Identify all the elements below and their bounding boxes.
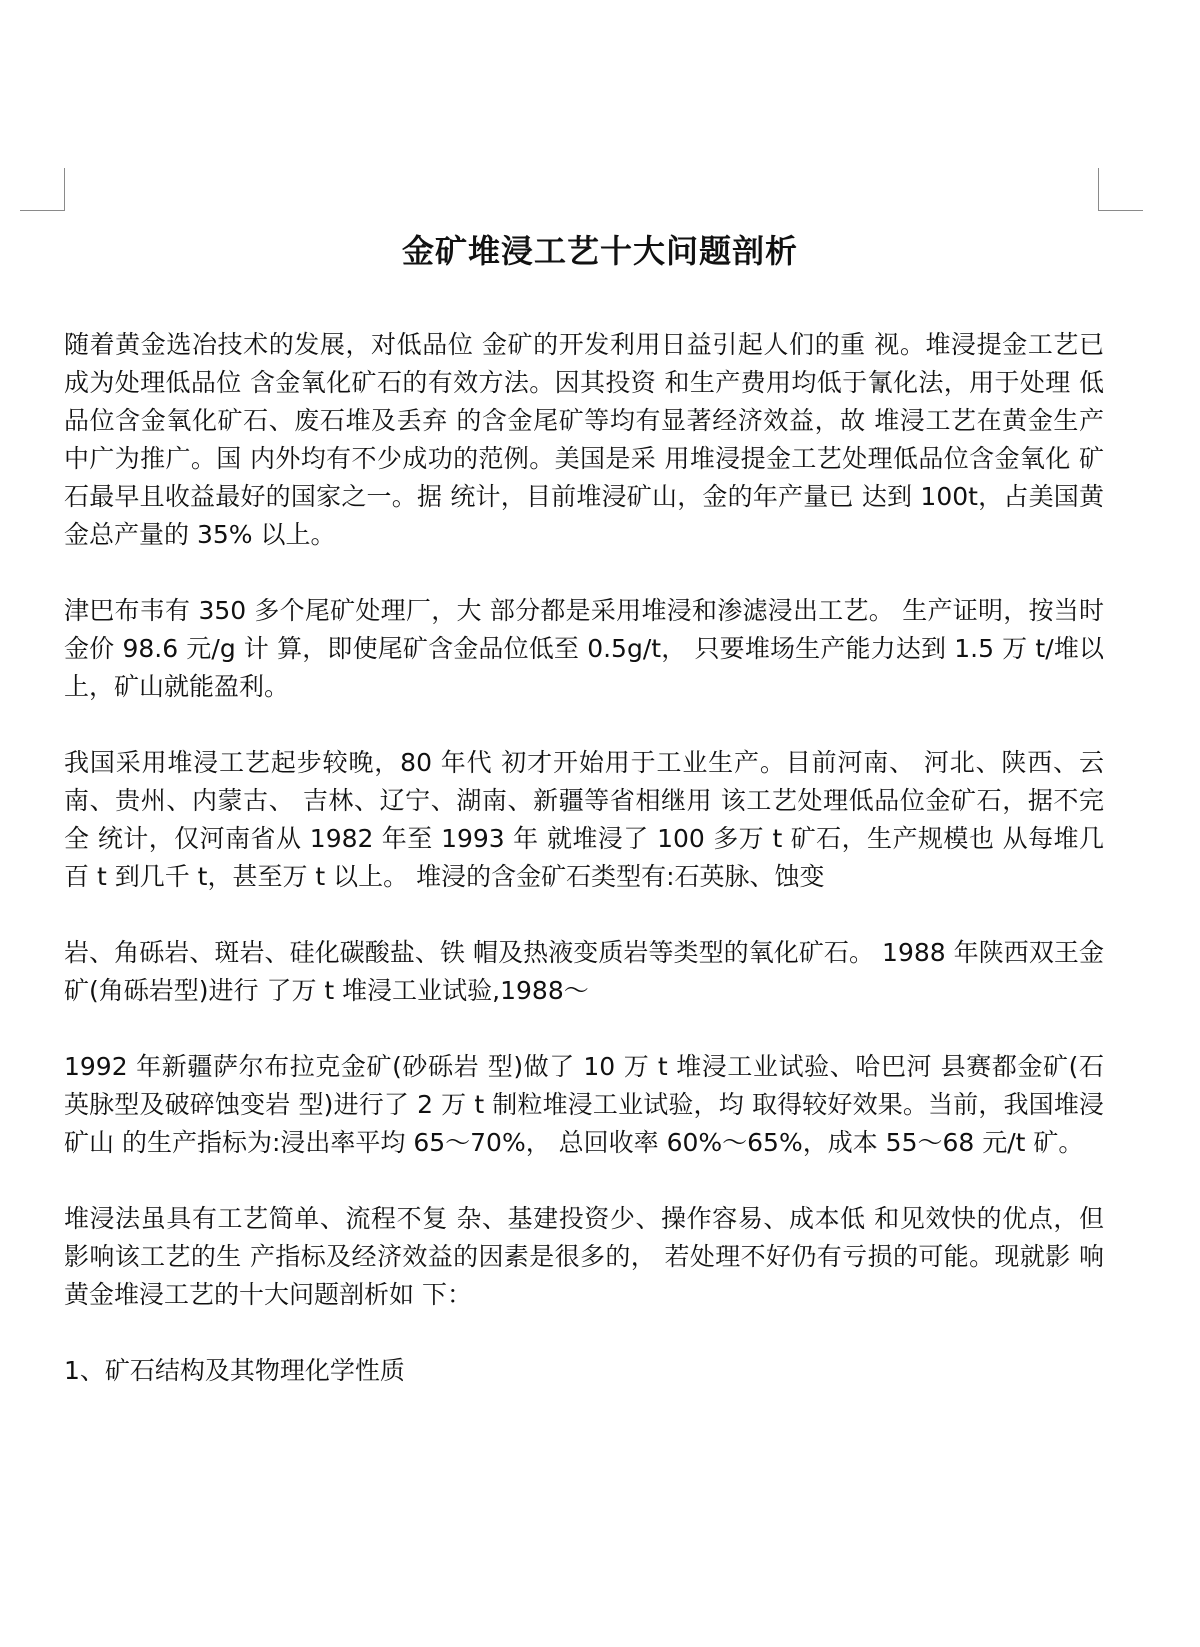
document-body xyxy=(64,326,1104,1390)
paragraph-advantages: 堆浸法虽具有工艺简单、流程不复 杂、基建投资少、操作容易、成本低 和见效快的优点，但影响该工艺的生 产指标及经济效益的因素是很多的， 若处理不好仍有亏损的可能。现就影 响黄金堆浸工艺的十大问题剖析如 下： xyxy=(64,1204,1104,1309)
paragraph-trials: 1992 年新疆萨尔布拉克金矿(砂砾岩 型)做了 10 万 t 堆浸工业试验、哈巴河 县赛都金矿(石英脉型及破碎蚀变岩 型)进行了 2 万 t 制粒堆浸工业试验，均 取得较好效果。当前，我国堆浸矿山 的生产指标为:浸出率平均 65～70%， 总回收率 60%～65%，成本 55～68 元/t 矿。 xyxy=(64,1052,1104,1157)
crop-mark-top-right xyxy=(1098,168,1143,211)
paragraph-intro: 随着黄金选冶技术的发展，对低品位 金矿的开发利用日益引起人们的重 视。堆浸提金工艺已成为处理低品位 含金氧化矿石的有效方法。因其投资 和生产费用均低于氰化法，用于处理 低品位含金氧化矿石、废石堆及丢弃 的含金尾矿等均有显著经济效益，故 堆浸工艺在黄金生产中广为推广。国 内外均有不少成功的范例。美国是采 用堆浸提金工艺处理低品位含金氧化 矿石最早且收益最好的国家之一。据 统计，目前堆浸矿山，金的年产量已 达到 100t，占美国黄金总产量的 35% 以上。 xyxy=(64,330,1104,549)
paragraph-ore-types: 岩、角砾岩、斑岩、硅化碳酸盐、铁 帽及热液变质岩等类型的氧化矿石。 1988 年陕西双王金矿(角砾岩型)进行 了万 t 堆浸工业试验,1988～ xyxy=(64,938,1104,1005)
crop-mark-top-left xyxy=(20,168,65,211)
paragraph-china-history: 我国采用堆浸工艺起步较晚，80 年代 初才开始用于工业生产。目前河南、 河北、陕西、云南、贵州、内蒙古、 吉林、辽宁、湖南、新疆等省相继用 该工艺处理低品位金矿石，据不完全 统计，仅河南省从 1982 年至 1993 年 就堆浸了 100 多万 t 矿石，生产规模也 从每堆几百 t 到几千 t，甚至万 t 以上。 堆浸的含金矿石类型有:石英脉、蚀变 xyxy=(64,748,1104,891)
paragraph-zimbabwe: 津巴布韦有 350 多个尾矿处理厂，大 部分都是采用堆浸和渗滤浸出工艺。 生产证明，按当时金价 98.6 元/g 计 算，即使尾矿含金品位低至 0.5g/t， 只要堆场生产能力达到 1.5 万 t/堆以 上，矿山就能盈利。 xyxy=(64,596,1104,701)
section-heading-1: 1、矿石结构及其物理化学性质 xyxy=(64,1356,405,1385)
document-title: 金矿堆浸工艺十大问题剖析 xyxy=(401,232,798,270)
